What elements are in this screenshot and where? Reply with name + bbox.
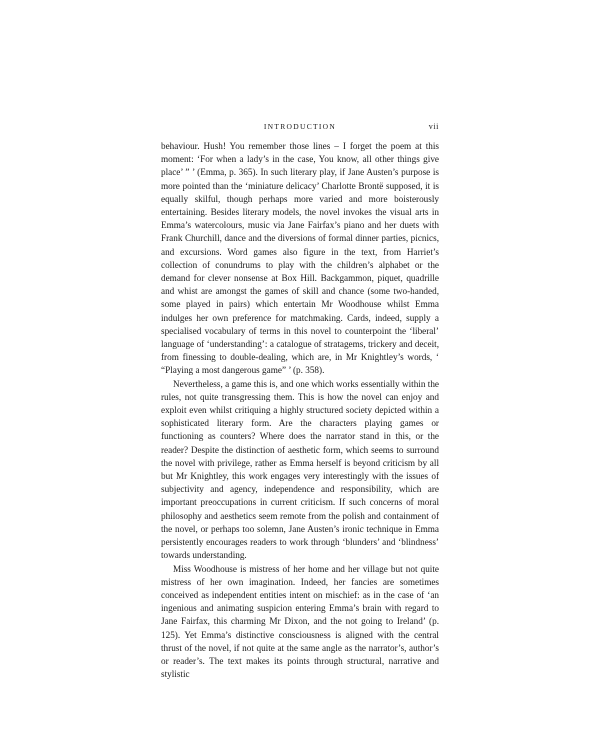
paragraph-miss-woodhouse: Miss Woodhouse is mistress of her home and her village but not quite mistress of her own imagination. Indeed, her fancies are sometimes conceived as independent entities intent on mischief: as in the case of ‘an ingenious and animating suspicion entering Emma’s brain with regard to Jane Fairfax, this charming Mr Dixon, and the not going to Ireland’ (p. 125). Yet Emma’s distinctive consciousness is aligned with the central thrust of the novel, if not quite at the same angle as the narrator’s, author’s or reader’s. The text makes its points through structural, narrative and stylistic	[161, 563, 439, 680]
body-text	[161, 140, 439, 681]
paragraph-continuation: behaviour. Hush! You remember those lines – I forget the poem at this moment: ‘For when a lady’s in the case, You know, all other things give place’ ” ’ (Emma, p. 365). In such literary play, if Jane Austen’s purpose is more pointed than the ‘miniature delicacy’ Charlotte Brontë supposed, it is equally skilful, though perhaps more varied and more boisterously entertaining. Besides literary models, the novel invokes the visual arts in Emma’s watercolours, music via Jane Fairfax’s piano and her duets with Frank Churchill, dance and the diversions of formal dinner parties, picnics, and excursions. Word games also figure in the text, from Harriet’s collection of conundrums to play with the children’s alphabet or the demand for clever nonsense at Box Hill. Backgammon, piquet, quadrille and whist are amongst the games of skill and chance (some two-handed, some played in pairs) which entertain Mr Woodhouse whilst Emma indulges her own preference for matchmaking. Cards, indeed, supply a specialised vocabulary of terms in this novel to counterpoint the ‘liberal’ language of ‘understanding’: a catalogue of stratagems, trickery and deceit, from finessing to double-dealing, which are, in Mr Knightley’s words, ‘ “Playing a most dangerous game” ’ (p. 358).	[161, 141, 439, 376]
running-title: INTRODUCTION	[263, 122, 337, 131]
page-number: vii	[428, 122, 439, 131]
running-head	[161, 120, 439, 134]
book-page	[161, 120, 439, 681]
paragraph-game-within-rules: Nevertheless, a game this is, and one which works essentially within the rules, not quite transgressing them. This is how the novel can enjoy and exploit even whilst critiquing a highly structured society depicted within a sophisticated literary form. Are the characters playing games or functioning as counters? Where does the narrator stand in this, or the reader? Despite the distinction of aesthetic form, which seems to surround the novel with privilege, rather as Emma herself is beyond criticism by all but Mr Knightley, this work engages very interestingly with the issues of subjectivity and agency, independence and responsibility, which are important preoccupations in current criticism. If such concerns of moral philosophy and aesthetics seem remote from the polish and containment of the novel, or perhaps too solemn, Jane Austen’s ironic technique in Emma persistently encourages readers to work through ‘blunders’ and ‘blindness’ towards understanding.	[161, 378, 439, 561]
